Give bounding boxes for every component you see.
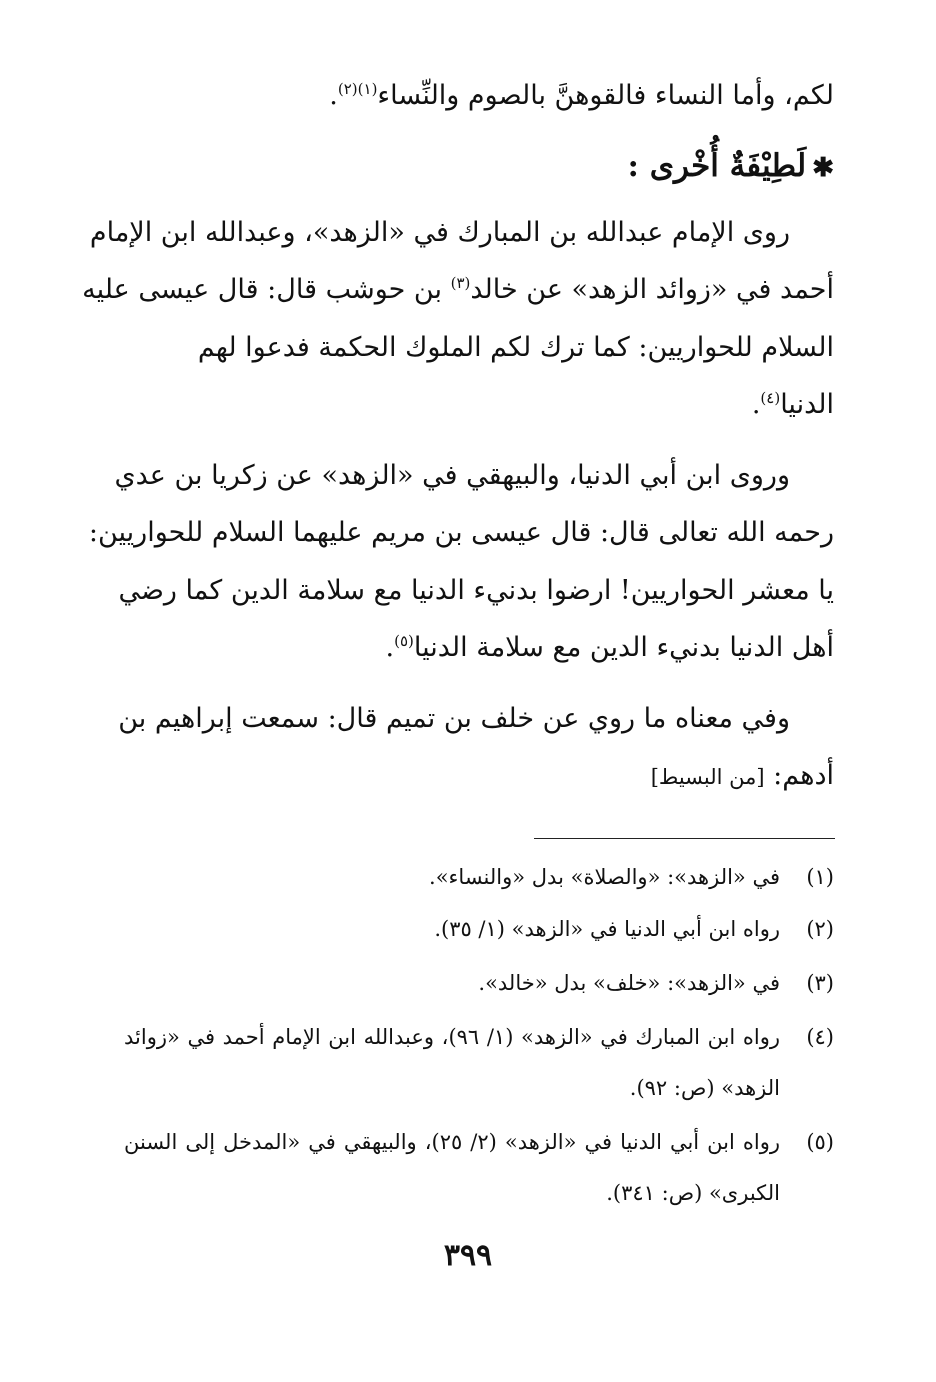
footnote-1 xyxy=(124,861,834,893)
text-line xyxy=(114,456,790,496)
line-text: وروى ابن أبي الدنيا، والبيهقي في «الزهد» عن زكريا بن عدي xyxy=(114,460,790,491)
footnote-divider xyxy=(534,838,835,839)
footnote-text: رواه ابن أبي الدنيا في «الزهد» (١/ ٣٥). xyxy=(434,917,780,941)
footnote-4-continued xyxy=(124,1072,834,1104)
footnote-text: رواه ابن المبارك في «الزهد» (١/ ٩٦)، وعبدالله ابن الإمام أحمد في «زوائد xyxy=(124,1025,780,1049)
footnote-3 xyxy=(124,967,834,999)
footnote-number: (٥) xyxy=(806,1130,834,1154)
page-number: ٣٩٩ xyxy=(443,1238,493,1273)
line-text: بن حوشب قال: قال عيسى عليه xyxy=(82,274,442,305)
text-line xyxy=(329,76,834,116)
line-text: السلام للحواريين: كما ترك لكم الملوك الحكمة فدعوا لهم xyxy=(197,332,834,363)
footnote-number: (٤) xyxy=(806,1025,834,1049)
line-text: الدنيا xyxy=(780,389,834,420)
footnote-text: رواه ابن أبي الدنيا في «الزهد» (٢/ ٢٥)، والبيهقي في «المدخل إلى السنن xyxy=(124,1130,780,1154)
footnote-ref[interactable]: (٣) xyxy=(450,274,471,292)
footnote-text: الزهد» (ص: ٩٢). xyxy=(629,1076,780,1100)
line-text: يا معشر الحواريين! ارضوا بدنيء الدنيا مع سلامة الدين كما رضي xyxy=(118,575,834,606)
text-line xyxy=(198,328,834,368)
line-text: . xyxy=(385,632,395,663)
line-text: أهل الدنيا بدنيء الدين مع سلامة الدنيا xyxy=(413,632,834,663)
text-line xyxy=(89,513,834,553)
footnote-number: (٢) xyxy=(806,917,834,941)
meter-label: [من البسيط] xyxy=(650,765,765,789)
text-line xyxy=(118,699,790,739)
footnote-number: (١) xyxy=(806,865,834,889)
footnote-ref[interactable]: (٤) xyxy=(760,389,781,407)
section-heading xyxy=(627,146,834,188)
footnote-text: في «الزهد»: «خلف» بدل «خالد». xyxy=(478,971,780,995)
footnote-5-continued xyxy=(124,1177,834,1209)
footnote-ref[interactable]: (١)(٢) xyxy=(337,80,378,98)
text-line xyxy=(651,756,834,797)
line-text: لكم، وأما النساء فالقوهنَّ بالصوم والنِّساء xyxy=(377,80,834,111)
line-text: . xyxy=(751,389,761,420)
footnote-2 xyxy=(124,913,834,945)
text-line xyxy=(82,270,834,310)
footnote-text: في «الزهد»: «والصلاة» بدل «والنساء». xyxy=(429,865,780,889)
line-text: أدهم: xyxy=(773,760,834,791)
star-icon: ✱ xyxy=(812,153,834,183)
line-text: . xyxy=(329,80,338,111)
footnote-5 xyxy=(124,1126,834,1158)
footnote-number: (٣) xyxy=(806,971,834,995)
line-text: روى الإمام عبدالله بن المبارك في «الزهد»، وعبدالله ابن الإمام xyxy=(89,217,790,248)
line-text: رحمه الله تعالى قال: قال عيسى بن مريم عليهما السلام للحواريين: xyxy=(88,517,834,548)
line-text: أحمد في «زوائد الزهد» عن خالد xyxy=(470,274,834,305)
footnote-text: الكبرى» (ص: ٣٤١). xyxy=(606,1181,780,1205)
heading-text: لَطِيْفَةٌ أُخْرى : xyxy=(627,148,807,184)
text-line xyxy=(90,213,790,253)
line-text: وفي معناه ما روي عن خلف بن تميم قال: سمعت إبراهيم بن xyxy=(118,703,790,734)
text-line xyxy=(385,628,834,668)
footnote-ref[interactable]: (٥) xyxy=(394,632,414,650)
text-line xyxy=(119,571,835,611)
footnote-4 xyxy=(124,1021,834,1053)
text-line xyxy=(752,385,834,425)
